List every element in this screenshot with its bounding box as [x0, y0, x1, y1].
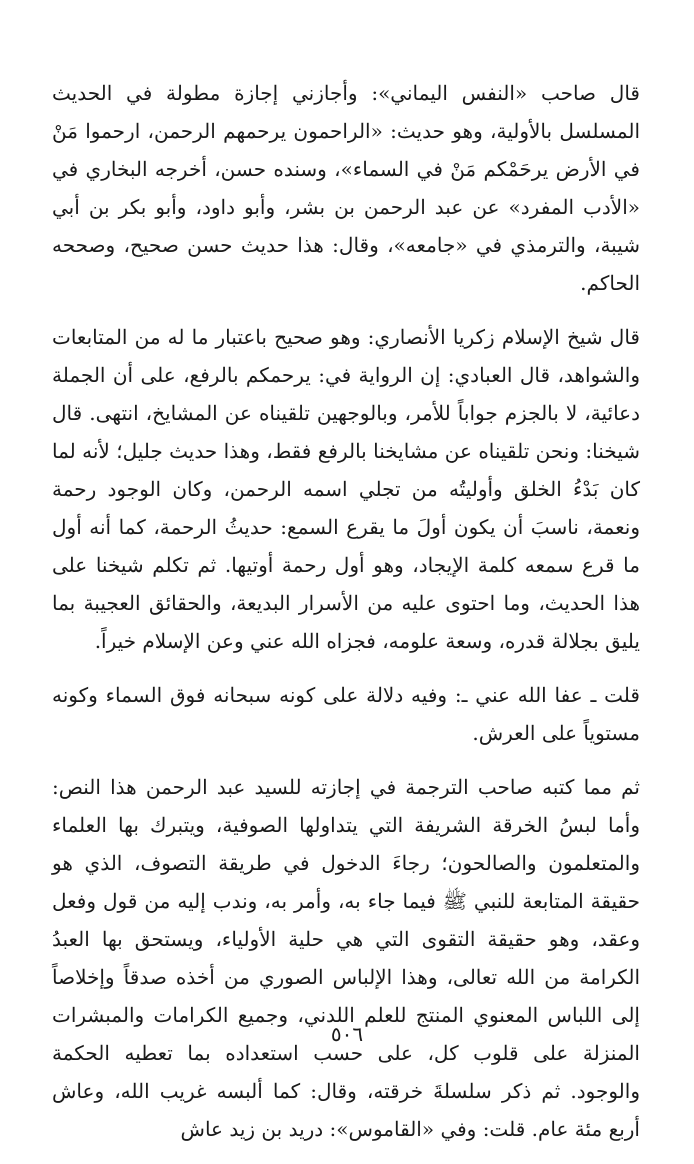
paragraph: ثم مما كتبه صاحب الترجمة في إجازته للسيد عبد الرحمن هذا النص: وأما لبسُ الخرقة الشريفة التي يتداولها الصوفية، ويتبرك بها العلماء والمتعلمون والصالحون؛ رجاءَ الدخول في طريقة التصوف، الذي هو حقيقة المتابعة للنبي ﷺ فيما جاء به، وأمر به، وندب إليه من قول وفعل وعقد، وهو حقيقة التقوى التي هي حلية الأولياء، ويستحق بها العبدُ الكرامة من الله تعالى، وهذا الإلباس الصوري من أخذه صدقاً وإخلاصاً إلى اللباس المعنوي المنتج للعلم اللدني، وجميع الكرامات والمبشرات المنزلة على قلوب كل، على حسب استعداده بما تعطيه الحكمة والوجود. ثم ذكر سلسلةَ خرقته، وقال: كما ألبسه غريب الله، وعاش أربع مئة عام. قلت: وفي «القاموس»: دريد بن زيد عاش — [52, 775, 640, 1141]
paragraph: قلت ـ عفا الله عني ـ: وفيه دلالة على كونه سبحانه فوق السماء وكونه مستوياً على العرش. — [52, 683, 640, 745]
page-number: ٥٠٦ — [330, 1022, 364, 1046]
page-body — [52, 74, 640, 1164]
paragraph: قال شيخ الإسلام زكريا الأنصاري: وهو صحيح باعتبار ما له من المتابعات والشواهد، قال العبادي: إن الرواية في: يرحمكم بالرفع، على أن الجملة دعائية، لا بالجزم جواباً للأمر، وبالوجهين تلقيناه عن المشايخ، انتهى. قال شيخنا: ونحن تلقيناه عن مشايخنا بالرفع فقط، وهذا حديث جليل؛ لأنه لما كان بَدْءُ الخلق وأوليتُه من تجلي اسمه الرحمن، وكان الوجود رحمة ونعمة، ناسبَ أن يكون أولَ ما يقرع السمع: حديثُ الرحمة، كما أنه أول ما قرع سمعه كلمة الإيجاد، وهو أول رحمة أوتيها. ثم تكلم شيخنا على هذا الحديث، وما احتوى عليه من الأسرار البديعة، والحقائق العجيبة بما يليق بجلالة قدره، وسعة علومه، فجزاه الله عني وعن الإسلام خيراً. — [52, 325, 640, 653]
paragraph: قال صاحب «النفس اليماني»: وأجازني إجازة مطولة في الحديث المسلسل بالأولية، وهو حديث: «الراحمون يرحمهم الرحمن، ارحموا مَنْ في الأرض يرحَمْكم مَنْ في السماء»، وسنده حسن، أخرجه البخاري في «الأدب المفرد» عن عبد الرحمن بن بشر، وأبو داود، وأبو بكر بن أبي شيبة، والترمذي في «جامعه»، وقال: هذا حديث حسن صحيح، وصححه الحاكم. — [52, 81, 640, 295]
